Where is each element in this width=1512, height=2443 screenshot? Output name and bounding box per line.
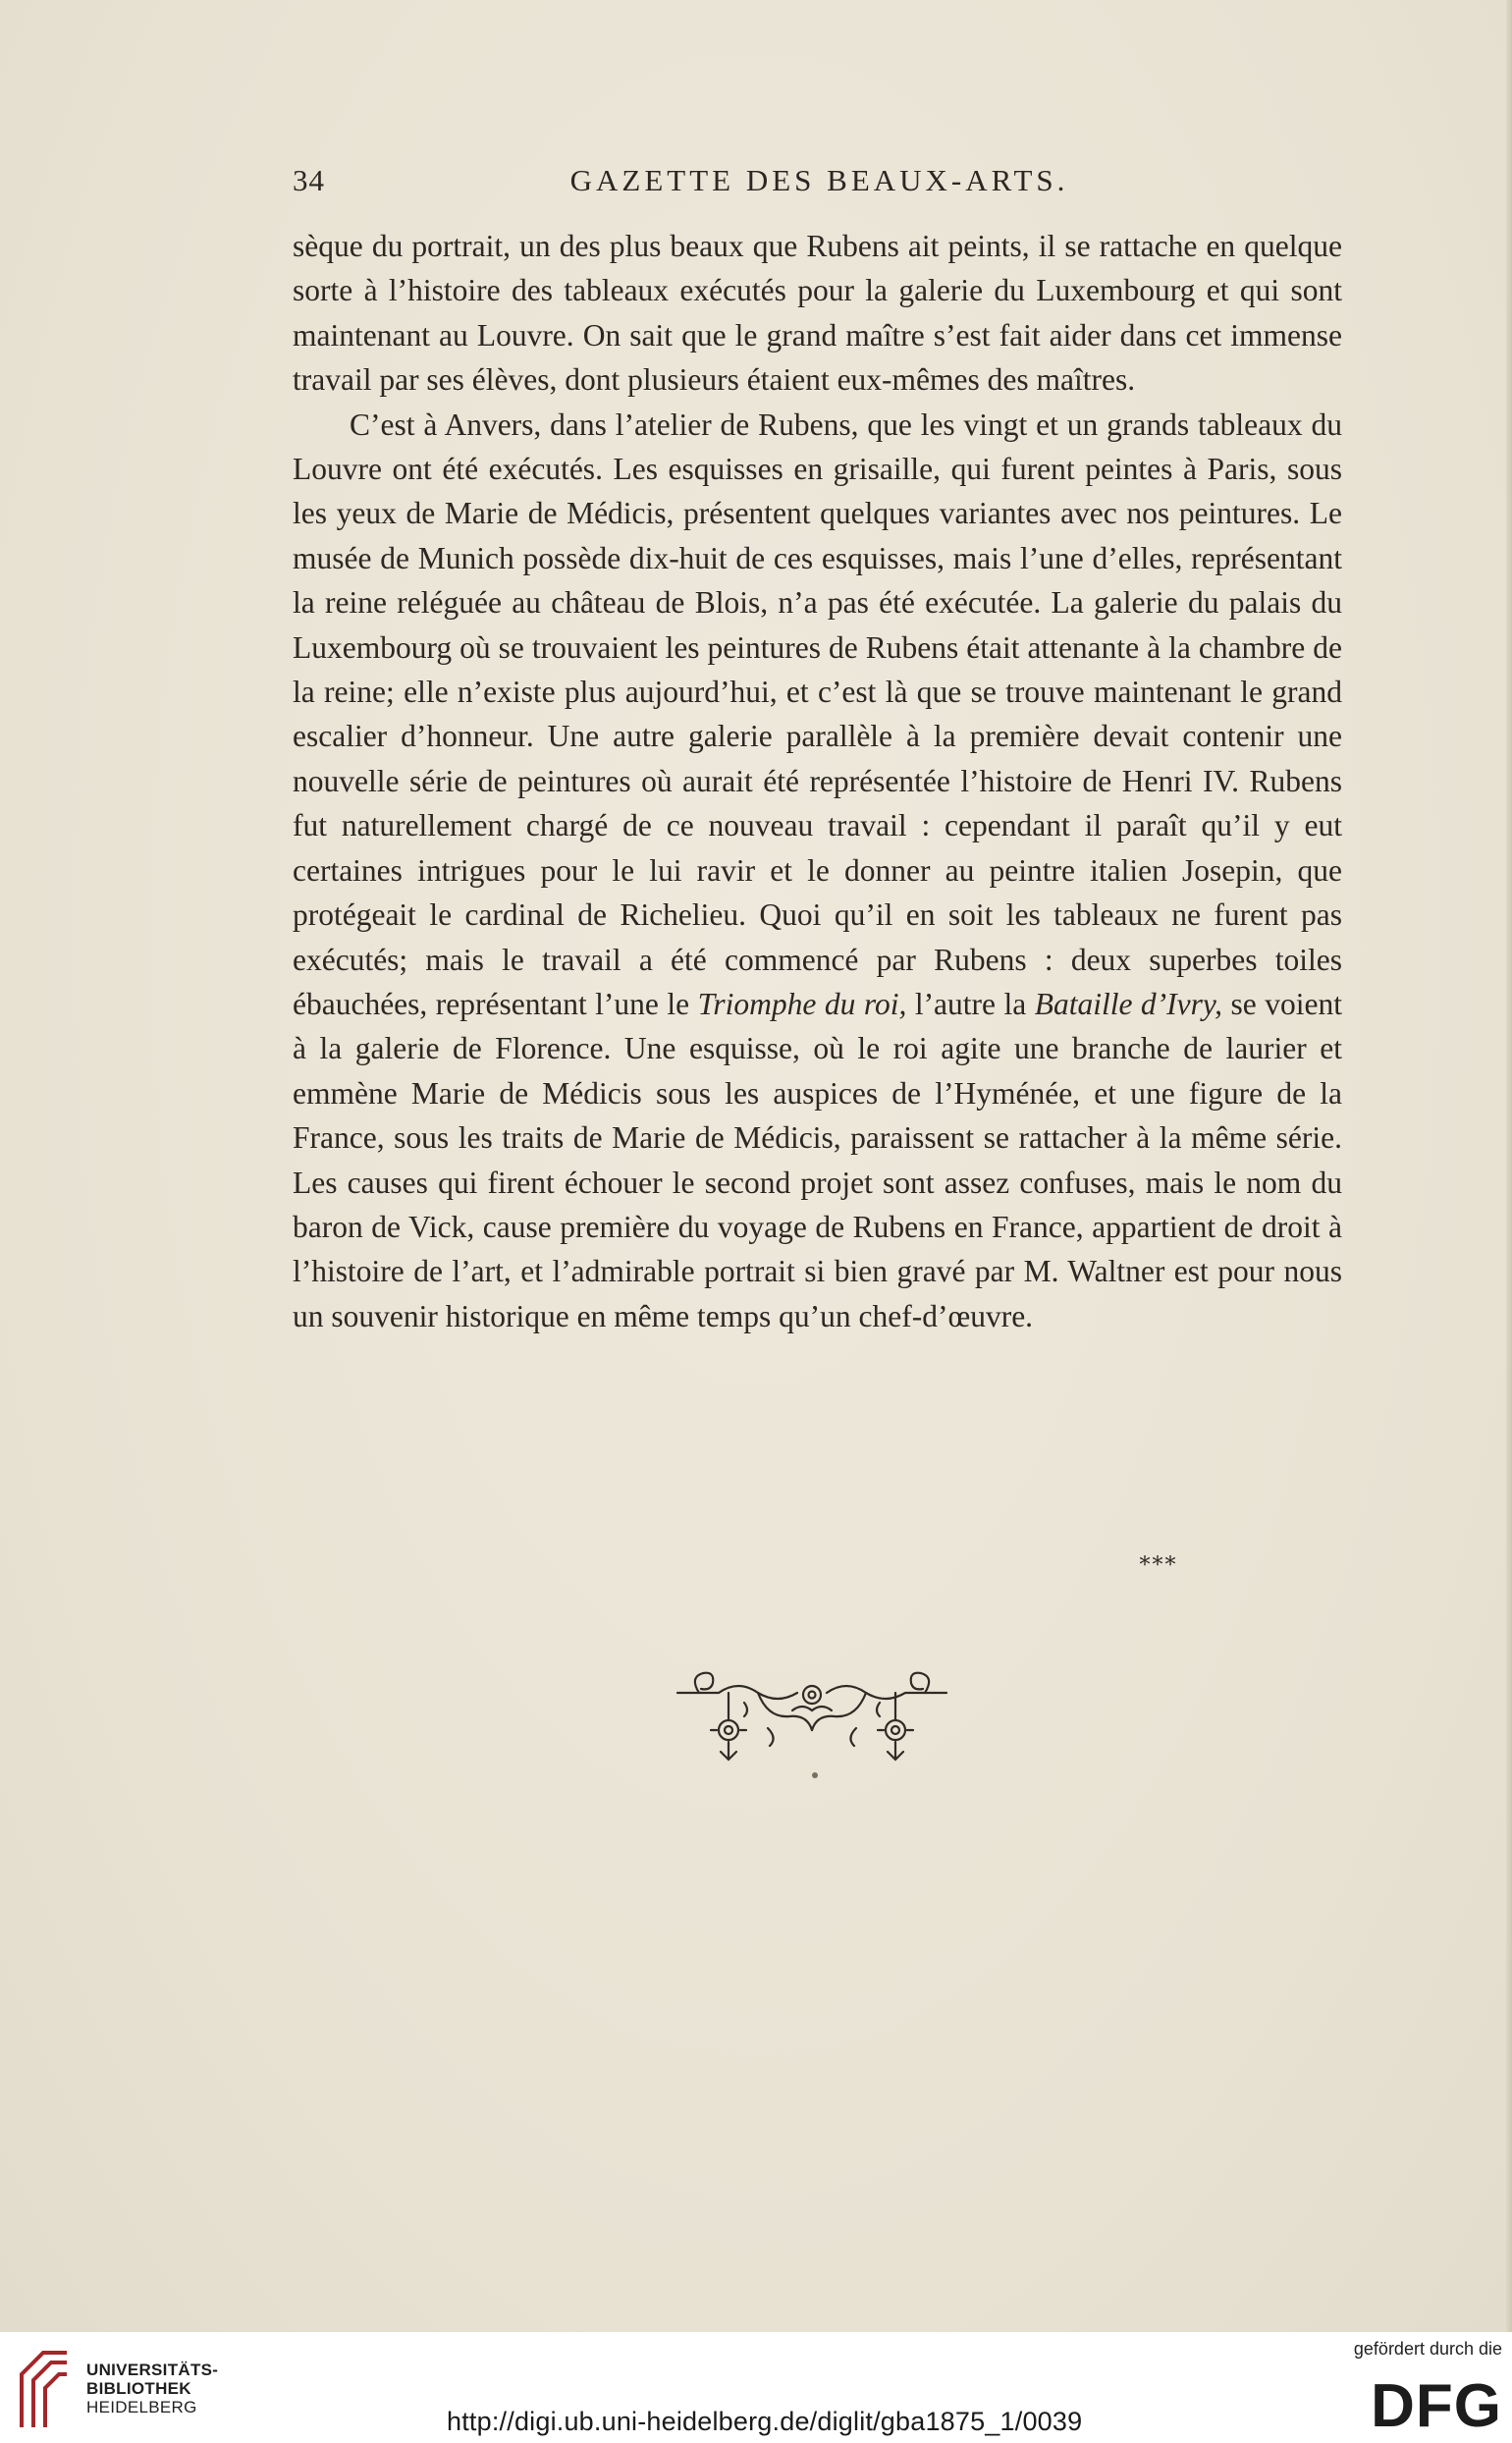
library-emblem-icon <box>14 2345 75 2431</box>
dfg-logo: DFG <box>1371 2372 1502 2440</box>
library-name <box>86 2361 218 2416</box>
permalink-url[interactable]: http://digi.ub.uni-heidelberg.de/diglit/gba1875_1/0039 <box>447 2407 1083 2436</box>
text-run: se voient à la galerie de Florence. Une esquisse, où le roi agite une branche de laurier et emmène Marie de Médicis sous les auspices de l’Hyménée, et une figure de la France, sous les traits de Marie de Médicis, paraissent se rattacher à la même série. Les causes qui firent échouer le second projet sont assez confuses, mais le nom du baron de Vick, cause première du voyage de Rubens en France, appartient de droit à l’histoire de l’art, et l’admirable portrait si bien gravé par M. Waltner est pour nous un souvenir historique en même temps qu’un chef-d’œuvre. <box>293 986 1342 1333</box>
section-break-stars: *** <box>1139 1553 1178 1578</box>
library-logo <box>14 2345 219 2433</box>
running-head <box>293 163 1346 202</box>
paragraph <box>293 224 1342 403</box>
page-number: 34 <box>293 163 325 197</box>
italic-title: Triomphe du roi, <box>697 986 907 1021</box>
library-name-line2: BIBLIOTHEK <box>86 2379 191 2398</box>
text-run: C’est à Anvers, dans l’atelier de Rubens, que les vingt et un grands tableaux du Louvre ont été exécutés. Les esquisses en grisaille, qui furent peintes à Paris, sous les yeux de Marie de Médicis, présentent quelques variantes avec nos peintures. Le musée de Munich possède dix-huit de ces esquisses, mais l’une d’elles, représentant la reine reléguée au château de Blois, n’a pas été exécutée. La galerie du palais du Luxembourg où se trouvaient les peintures de Rubens était attenante à la chambre de la reine; elle n’existe plus aujourd’hui, et c’est là que se trouve maintenant le grand escalier d’honneur. Une autre galerie parallèle à la première devait contenir une nouvelle série de peintures où aurait été représentée l’histoire de Henri IV. Rubens fut naturellement chargé de ce nouveau travail : cependant il paraît qu’il y eut certaines intrigues pour le lui ravir et le donner au peintre italien Josepin, que protégeait le cardinal de Richelieu. Quoi qu’il en soit les tableaux ne furent pas exécutés; mais le travail a été commencé par Rubens : deux superbes toiles ébauchées, représentant l’une le <box>293 407 1342 1021</box>
page-edge <box>1506 0 1512 2332</box>
funder-block <box>1345 2337 1502 2440</box>
text-run: l’autre la <box>906 986 1035 1021</box>
article-text <box>293 224 1342 1338</box>
italic-title: Bataille d’Ivry, <box>1034 986 1223 1021</box>
funder-caption: gefördert durch die <box>1353 2339 1502 2359</box>
paragraph <box>293 403 1342 1339</box>
decorative-ornament <box>660 1659 964 1787</box>
library-name-line3: HEIDELBERG <box>86 2398 197 2416</box>
library-name-line1: UNIVERSITÄTS- <box>86 2361 219 2379</box>
journal-title: GAZETTE DES BEAUX-ARTS. <box>569 163 1069 197</box>
text-run: sèque du portrait, un des plus beaux que Rubens ait peints, il se rattache en quelque sorte à l’histoire des tableaux exécutés pour la galerie du Luxembourg et qui sont maintenant au Louvre. On sait que le grand maître s’est fait aider dans cet immense travail par ses élèves, dont plusieurs étaient eux-mêmes des maîtres. <box>293 229 1342 398</box>
